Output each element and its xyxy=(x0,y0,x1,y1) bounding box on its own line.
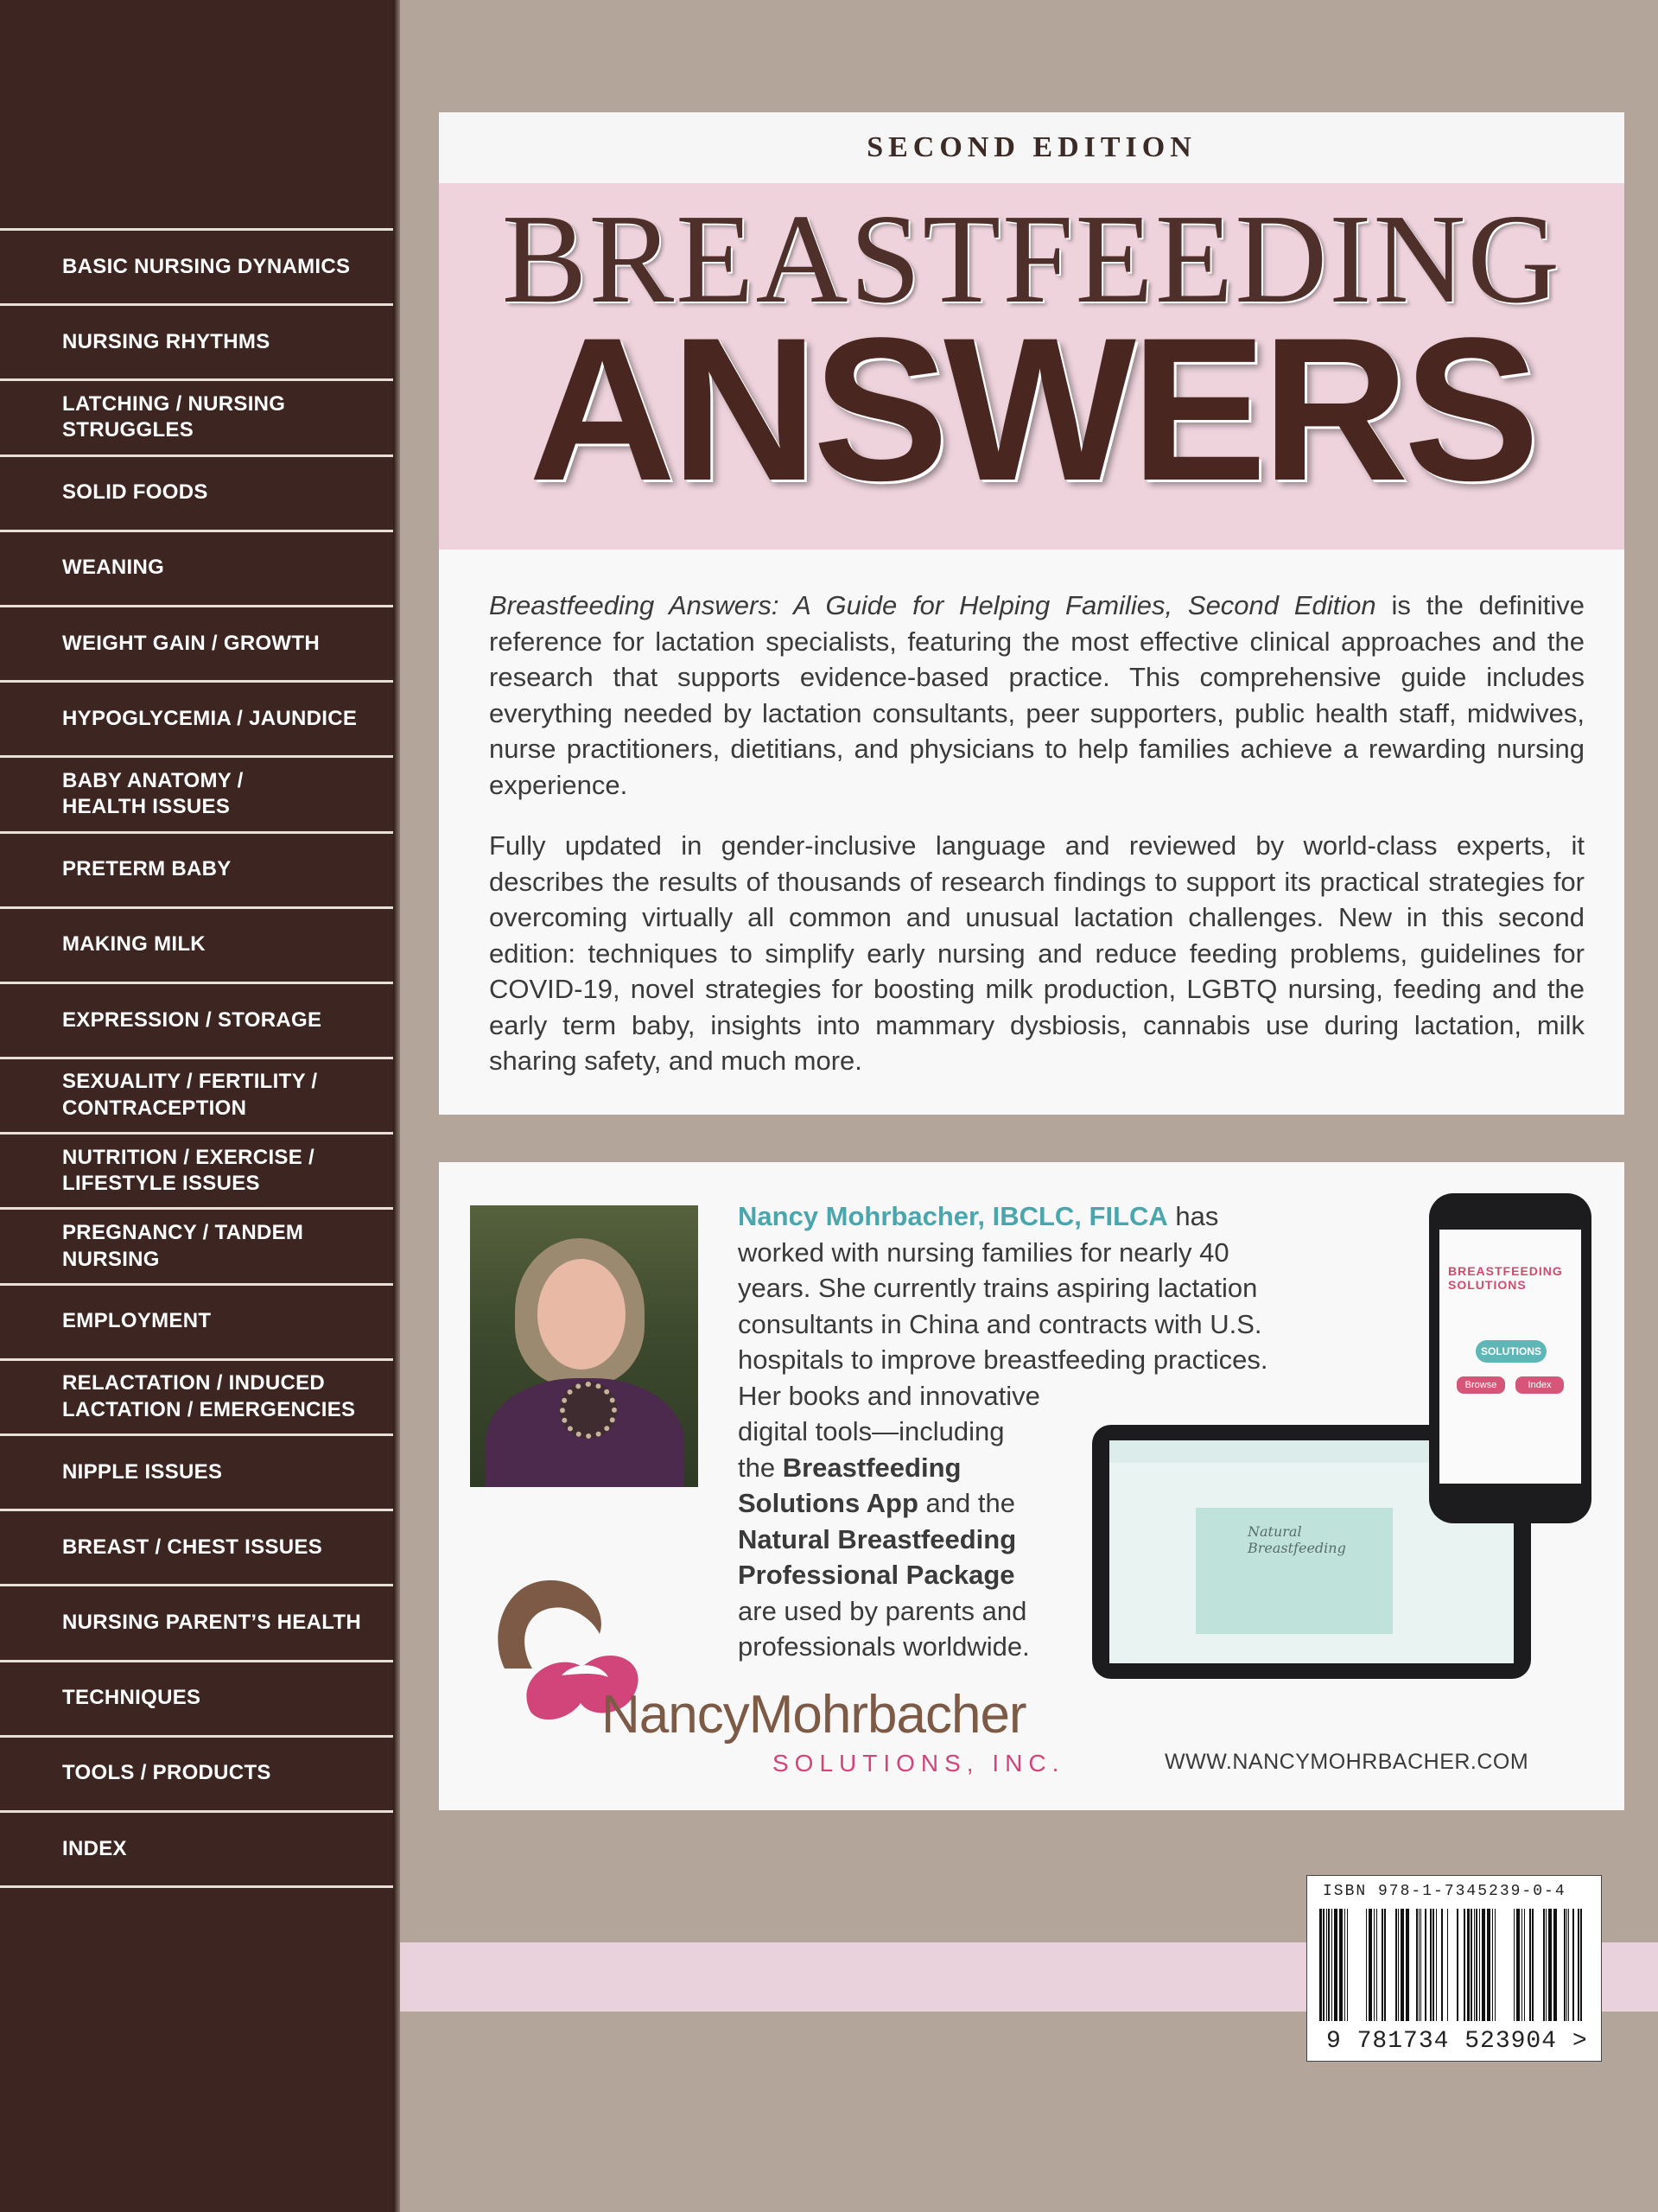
bio-line: hospitals to improve breastfeeding practices. xyxy=(738,1344,1268,1375)
barcode-bars-icon xyxy=(1319,1909,1587,2021)
website-url: WWW.NANCYMOHRBACHER.COM xyxy=(1165,1750,1529,1774)
section-tab[interactable]: SOLID FOODS xyxy=(0,457,393,532)
phone-screen xyxy=(1439,1230,1581,1484)
section-tab[interactable]: WEANING xyxy=(0,532,393,607)
tablet-video: Natural Breastfeeding xyxy=(1196,1508,1393,1634)
section-tab[interactable]: TECHNIQUES xyxy=(0,1662,393,1738)
section-tab[interactable]: RELACTATION / INDUCED LACTATION / EMERGENCIES xyxy=(0,1361,393,1436)
section-tab[interactable]: NIPPLE ISSUES xyxy=(0,1436,393,1511)
section-tab[interactable]: NUTRITION / EXERCISE / LIFESTYLE ISSUES xyxy=(0,1135,393,1210)
phone-solutions-button: SOLUTIONS xyxy=(1476,1340,1547,1363)
section-tab[interactable]: HYPOGLYCEMIA / JAUNDICE xyxy=(0,683,393,758)
bio-line: years. She currently trains aspiring lactation xyxy=(738,1273,1258,1303)
bio-line: worked with nursing families for nearly 40 xyxy=(738,1236,1229,1268)
barcode xyxy=(1306,1875,1602,2062)
section-tab[interactable]: PRETERM BABY xyxy=(0,834,393,909)
title-panel xyxy=(439,112,1624,550)
package-name: Natural Breastfeeding xyxy=(738,1523,1017,1554)
bio-text: the xyxy=(738,1452,783,1483)
section-tab[interactable]: BASIC NURSING DYNAMICS xyxy=(0,231,393,306)
section-tab[interactable]: INDEX xyxy=(0,1813,393,1888)
description-paragraph-1 xyxy=(489,588,1585,803)
spine xyxy=(0,0,393,2212)
bio-line: Her books and innovative xyxy=(738,1380,1040,1411)
bio-line: professionals worldwide. xyxy=(738,1631,1030,1662)
description-panel xyxy=(439,550,1624,1115)
edition-label: SECOND EDITION xyxy=(867,131,1197,163)
author-photo xyxy=(470,1205,698,1487)
author-panel xyxy=(439,1162,1624,1810)
section-tab[interactable]: SEXUALITY / FERTILITY / CONTRACEPTION xyxy=(0,1059,393,1135)
isbn-label: ISBN 978-1-7345239-0-4 xyxy=(1323,1883,1566,1900)
logo-subtitle: SOLUTIONS, INC. xyxy=(772,1750,1065,1777)
spine-edge xyxy=(393,0,400,2212)
barcode-number: 9 781734 523904 > xyxy=(1326,2028,1588,2055)
section-tab[interactable]: NURSING RHYTHMS xyxy=(0,306,393,381)
section-tab[interactable]: EXPRESSION / STORAGE xyxy=(0,984,393,1059)
phone-browse-button: Browse xyxy=(1457,1376,1505,1394)
bio-line: digital tools—including xyxy=(738,1416,1005,1446)
section-tab[interactable]: LATCHING / NURSING STRUGGLES xyxy=(0,381,393,456)
author-name: Nancy Mohrbacher, IBCLC, FILCA xyxy=(738,1201,1168,1231)
bio-line: consultants in China and contracts with U.S. xyxy=(738,1308,1262,1339)
book-title-line1: BREASTFEEDING xyxy=(501,188,1562,330)
section-tab[interactable]: WEIGHT GAIN / GROWTH xyxy=(0,607,393,683)
description-paragraph-1-text: is the definitive reference for lactation specialists, featuring the most effective clinical approaches and the research that supports evidence-based practice. This comprehensive guide includes everything needed by lactation consultants, peer supporters, public health staff, midwives, nurse practitioners, dietitians, and physicians to help families achieve a rewarding nursing experience. xyxy=(489,590,1585,800)
section-tab[interactable]: NURSING PARENT’S HEALTH xyxy=(0,1586,393,1662)
book-full-title: Breastfeeding Answers: A Guide for Helping Families, Second Edition xyxy=(489,590,1376,620)
section-tab[interactable]: MAKING MILK xyxy=(0,909,393,984)
bio-text: has xyxy=(1167,1201,1219,1231)
phone-index-button: Index xyxy=(1515,1376,1564,1394)
phone-device xyxy=(1429,1193,1591,1523)
description-paragraph-2: Fully updated in gender-inclusive language and reviewed by world-class experts, it describes the results of thousands of research findings to support its practical strategies for overcoming virtually all common and unusual lactation challenges. New in this second edition: techniques to simplify early nursing and reduce feeding problems, guidelines for COVID-19, novel strategies for boosting milk production, LGBTQ nursing, feeding and the early term baby, insights into mammary dysbiosis, cannabis use during lactation, milk sharing safety, and much more. xyxy=(489,830,1585,1076)
package-name: Professional Package xyxy=(738,1560,1015,1590)
section-tab[interactable]: TOOLS / PRODUCTS xyxy=(0,1738,393,1813)
section-tab[interactable]: EMPLOYMENT xyxy=(0,1286,393,1361)
section-tab[interactable]: BABY ANATOMY / HEALTH ISSUES xyxy=(0,758,393,833)
logo-wordmark: NancyMohrbacher xyxy=(601,1685,1026,1745)
bio-text: and the xyxy=(918,1488,1015,1518)
section-tab[interactable]: BREAST / CHEST ISSUES xyxy=(0,1511,393,1586)
app-name: Breastfeeding xyxy=(782,1452,962,1483)
section-tab[interactable]: PREGNANCY / TANDEM NURSING xyxy=(0,1210,393,1285)
phone-app-title: BREASTFEEDING SOLUTIONS xyxy=(1448,1264,1563,1292)
section-tabs xyxy=(0,228,393,1888)
app-name: Solutions App xyxy=(738,1488,918,1518)
bio-line: are used by parents and xyxy=(738,1595,1027,1626)
book-title-line2: ANSWERS xyxy=(528,296,1535,524)
